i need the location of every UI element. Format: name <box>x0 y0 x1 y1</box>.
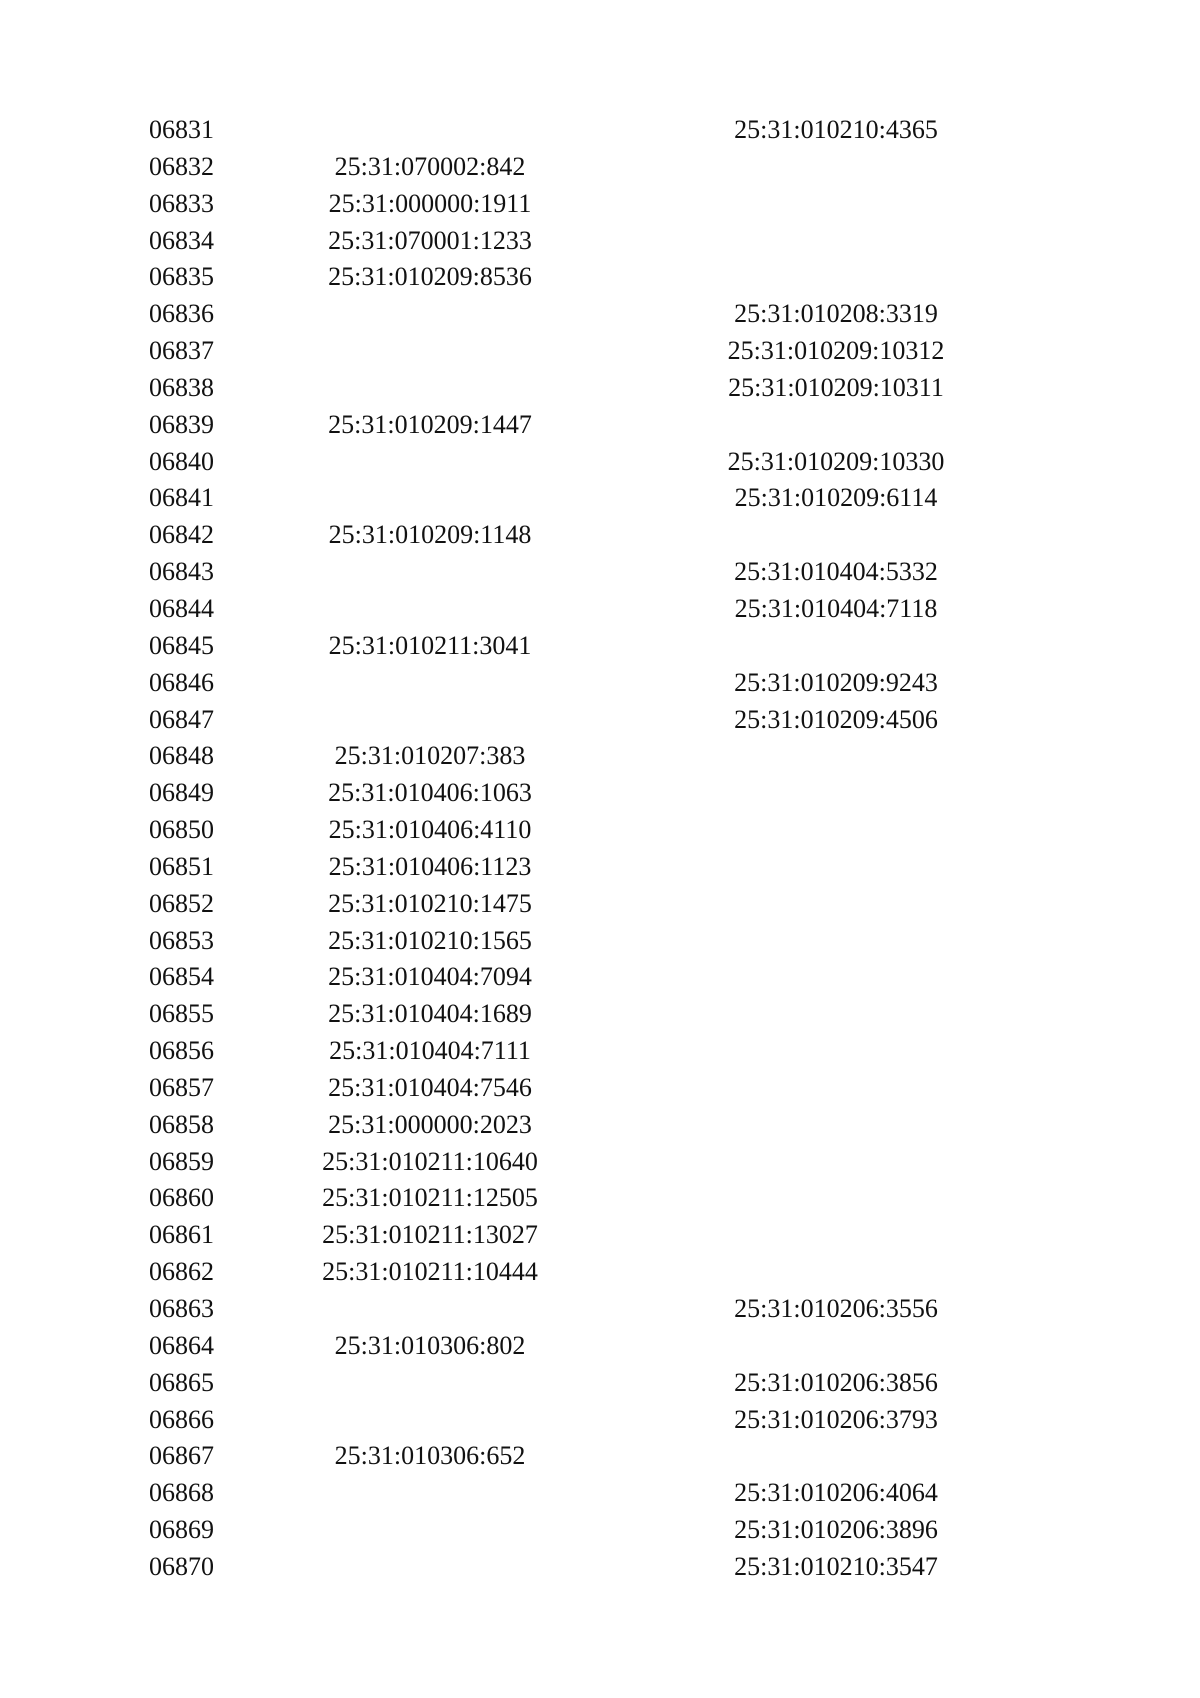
cadastral-number-column-2: 25:31:010404:5332 <box>734 557 938 587</box>
table-row <box>0 259 1200 296</box>
cadastral-number-column-2: 25:31:010209:4506 <box>734 704 938 734</box>
cadastral-number-column-1: 25:31:010211:13027 <box>322 1220 538 1250</box>
table-row <box>0 1070 1200 1107</box>
cadastral-number-column-1: 25:31:010211:10640 <box>322 1146 538 1176</box>
cadastral-number-column-1: 25:31:010406:1063 <box>328 778 532 808</box>
table-row <box>0 591 1200 628</box>
cadastral-number-column-1: 25:31:010207:383 <box>334 741 526 771</box>
cadastral-number-column-1: 25:31:010406:1123 <box>328 851 532 881</box>
table-row <box>0 333 1200 370</box>
table-row <box>0 296 1200 333</box>
row-number: 06841 <box>149 483 214 513</box>
row-number: 06831 <box>149 115 214 144</box>
cadastral-number-column-2: 25:31:010208:3319 <box>734 299 938 329</box>
cadastral-number-column-1: 25:31:010210:1475 <box>328 888 532 918</box>
table-row <box>0 702 1200 739</box>
table-row <box>0 812 1200 849</box>
cadastral-number-column-1: 25:31:010211:12505 <box>322 1183 538 1213</box>
table-row <box>0 554 1200 591</box>
table-row <box>0 1180 1200 1217</box>
cadastral-number-column-2: 25:31:010206:3793 <box>734 1404 938 1434</box>
table-row <box>0 996 1200 1033</box>
cadastral-number-column-1: 25:31:010209:1447 <box>328 409 532 439</box>
table-row <box>0 775 1200 812</box>
table-row <box>0 1512 1200 1549</box>
row-number: 06836 <box>149 299 214 329</box>
table-row <box>0 480 1200 517</box>
cadastral-number-column-2: 25:31:010209:9243 <box>734 667 938 697</box>
cadastral-number-column-1: 25:31:010306:652 <box>334 1441 526 1471</box>
cadastral-number-column-2: 25:31:010209:10312 <box>727 336 945 366</box>
row-number: 06848 <box>149 741 214 771</box>
cadastral-number-column-2: 25:31:010206:3856 <box>734 1367 938 1397</box>
row-number: 06849 <box>149 778 214 808</box>
table-row <box>0 628 1200 665</box>
cadastral-number-table <box>0 112 1200 1586</box>
table-row <box>0 1328 1200 1365</box>
row-number: 06869 <box>149 1515 214 1545</box>
row-number: 06853 <box>149 925 214 955</box>
table-row <box>0 1402 1200 1439</box>
table-row <box>0 1365 1200 1402</box>
table-row <box>0 1107 1200 1144</box>
row-number: 06840 <box>149 446 214 476</box>
table-row <box>0 738 1200 775</box>
row-number: 06860 <box>149 1183 214 1213</box>
row-number: 06839 <box>149 409 214 439</box>
table-row <box>0 959 1200 996</box>
table-row <box>0 923 1200 960</box>
table-row <box>0 849 1200 886</box>
row-number: 06842 <box>149 520 214 550</box>
cadastral-number-column-1: 25:31:010211:10444 <box>322 1257 538 1287</box>
row-number: 06865 <box>149 1367 214 1397</box>
row-number: 06867 <box>149 1441 214 1471</box>
table-row <box>0 223 1200 260</box>
table-row <box>0 186 1200 223</box>
row-number: 06861 <box>149 1220 214 1250</box>
row-number: 06870 <box>149 1551 214 1581</box>
row-number: 06852 <box>149 888 214 918</box>
cadastral-number-column-1: 25:31:010209:8536 <box>328 262 532 292</box>
table-row <box>0 149 1200 186</box>
row-number: 06837 <box>149 336 214 366</box>
table-row <box>0 1291 1200 1328</box>
row-number: 06833 <box>149 188 214 218</box>
table-row <box>0 1217 1200 1254</box>
cadastral-number-column-1: 25:31:010210:1565 <box>328 925 532 955</box>
table-row <box>0 1475 1200 1512</box>
table-row <box>0 665 1200 702</box>
row-number: 06843 <box>149 557 214 587</box>
row-number: 06851 <box>149 851 214 881</box>
table-row <box>0 1144 1200 1181</box>
table-row <box>0 1033 1200 1070</box>
cadastral-number-column-1: 25:31:010209:1148 <box>328 520 532 550</box>
row-number: 06834 <box>149 225 214 255</box>
table-row <box>0 370 1200 407</box>
row-number: 06847 <box>149 704 214 734</box>
cadastral-number-column-2: 25:31:010206:3896 <box>734 1515 938 1545</box>
table-row <box>0 1254 1200 1291</box>
cadastral-number-column-2: 25:31:010206:4064 <box>734 1478 938 1508</box>
cadastral-number-column-1: 25:31:000000:2023 <box>328 1109 532 1139</box>
row-number: 06859 <box>149 1146 214 1176</box>
cadastral-number-column-2: 25:31:010206:3556 <box>734 1294 938 1323</box>
row-number: 06856 <box>149 1036 214 1066</box>
row-number: 06858 <box>149 1109 214 1139</box>
table-row <box>0 112 1200 149</box>
row-number: 06838 <box>149 372 214 402</box>
cadastral-number-column-1: 25:31:010404:7094 <box>328 962 532 992</box>
cadastral-number-column-1: 25:31:010406:4110 <box>328 815 532 845</box>
row-number: 06868 <box>149 1478 214 1508</box>
cadastral-number-column-1: 25:31:010306:802 <box>334 1330 526 1360</box>
table-row <box>0 1549 1200 1586</box>
cadastral-number-column-2: 25:31:010210:3547 <box>734 1551 938 1581</box>
table-row <box>0 517 1200 554</box>
table-row <box>0 886 1200 923</box>
cadastral-number-column-1: 25:31:070001:1233 <box>328 225 532 255</box>
row-number: 06845 <box>149 630 214 660</box>
table-row <box>0 1438 1200 1475</box>
table-row <box>0 444 1200 481</box>
row-number: 06846 <box>149 667 214 697</box>
table-row <box>0 407 1200 444</box>
cadastral-number-column-2: 25:31:010209:10330 <box>727 446 945 476</box>
row-number: 06832 <box>149 151 214 181</box>
row-number: 06862 <box>149 1257 214 1287</box>
cadastral-number-column-2: 25:31:010404:7118 <box>734 593 938 623</box>
cadastral-number-column-1: 25:31:010404:1689 <box>328 999 532 1029</box>
cadastral-number-column-1: 25:31:070002:842 <box>334 151 526 181</box>
cadastral-number-column-2: 25:31:010209:6114 <box>734 483 938 513</box>
cadastral-number-column-1: 25:31:010404:7546 <box>328 1072 532 1102</box>
cadastral-number-column-1: 25:31:010404:7111 <box>329 1036 531 1066</box>
cadastral-number-column-2: 25:31:010209:10311 <box>728 372 944 402</box>
cadastral-number-column-2: 25:31:010210:4365 <box>734 115 938 144</box>
row-number: 06864 <box>149 1330 214 1360</box>
row-number: 06863 <box>149 1294 214 1323</box>
row-number: 06850 <box>149 815 214 845</box>
row-number: 06844 <box>149 593 214 623</box>
row-number: 06857 <box>149 1072 214 1102</box>
cadastral-number-column-1: 25:31:010211:3041 <box>328 630 532 660</box>
row-number: 06855 <box>149 999 214 1029</box>
row-number: 06866 <box>149 1404 214 1434</box>
row-number: 06835 <box>149 262 214 292</box>
cadastral-number-column-1: 25:31:000000:1911 <box>328 188 532 218</box>
row-number: 06854 <box>149 962 214 992</box>
